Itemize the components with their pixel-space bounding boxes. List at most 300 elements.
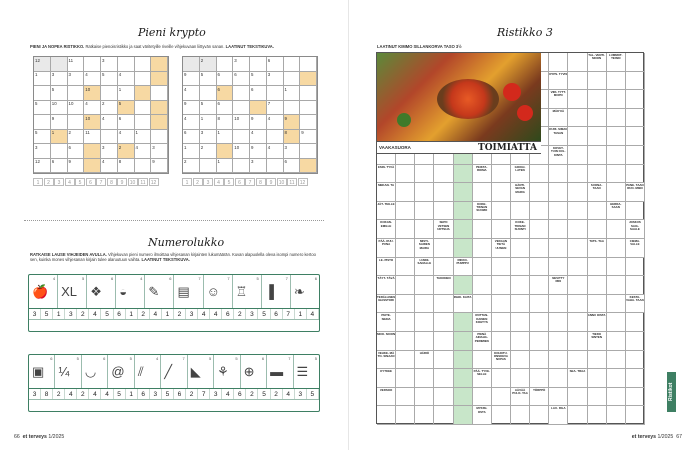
krypto-cell[interactable] [300,159,317,174]
krypto-cell[interactable]: 1 [183,144,200,159]
answer-cell[interactable] [549,165,568,184]
box-1-answer-row[interactable] [29,320,319,329]
krypto-cell[interactable]: 9 [250,144,267,159]
krypto-number-cell[interactable]: 7 [245,178,255,186]
answer-cell[interactable] [434,258,453,277]
krypto-cell[interactable] [217,57,234,72]
answer-cell[interactable] [492,183,511,202]
answer-cell[interactable] [492,165,511,184]
answer-cell[interactable] [511,295,530,314]
answer-cell[interactable] [492,220,511,239]
answer-cell[interactable] [588,295,607,314]
krypto-cell[interactable]: 6 [183,130,200,145]
krypto-cell[interactable] [267,130,284,145]
krypto-number-cell[interactable]: 5 [75,178,85,186]
answer-cell[interactable] [492,295,511,314]
krypto-cell[interactable] [84,57,101,72]
answer-cell[interactable] [396,351,415,370]
krypto-cell[interactable]: 4 [84,72,101,87]
answer-cell[interactable] [568,90,587,109]
answer-cell[interactable] [530,220,549,239]
krypto-cell[interactable]: 3 [267,72,284,87]
krypto-cell[interactable] [151,130,168,145]
answer-cell[interactable] [396,239,415,258]
krypto-number-cell[interactable]: 3 [203,178,213,186]
krypto-cell[interactable]: 6 [250,86,267,101]
answer-cell[interactable] [530,202,549,221]
answer-cell[interactable] [454,202,473,221]
krypto-cell[interactable]: 3 [101,57,118,72]
krypto-cell[interactable] [101,130,118,145]
answer-cell[interactable] [588,406,607,425]
answer-cell[interactable] [588,220,607,239]
krypto-cell[interactable] [135,72,152,87]
answer-cell[interactable] [454,220,473,239]
answer-cell[interactable] [530,239,549,258]
krypto-cell[interactable] [84,144,101,159]
krypto-cell[interactable]: 3 [34,144,51,159]
krypto-number-cell[interactable]: 9 [266,178,276,186]
answer-cell[interactable] [568,295,587,314]
answer-cell[interactable] [473,388,492,407]
krypto-cell[interactable]: 6 [51,159,68,174]
answer-cell[interactable] [626,313,645,332]
krypto-cell[interactable] [200,86,217,101]
krypto-cell[interactable]: 5 [250,72,267,87]
krypto-cell[interactable] [135,101,152,116]
answer-cell[interactable] [607,313,626,332]
answer-cell[interactable] [415,295,434,314]
krypto-cell[interactable] [250,101,267,116]
krypto-cell[interactable]: 6 [284,159,301,174]
answer-cell[interactable] [396,295,415,314]
answer-cell[interactable] [568,202,587,221]
answer-cell[interactable] [568,72,587,91]
krypto-number-cell[interactable]: 4 [214,178,224,186]
krypto-cell[interactable] [233,101,250,116]
krypto-cell[interactable]: 10 [51,101,68,116]
krypto-number-cell[interactable]: 8 [107,178,117,186]
answer-cell[interactable] [473,258,492,277]
answer-cell[interactable] [415,220,434,239]
answer-cell[interactable] [607,351,626,370]
answer-cell[interactable] [511,369,530,388]
krypto-cell[interactable]: 4 [267,144,284,159]
answer-cell[interactable] [549,388,568,407]
krypto-cell[interactable] [267,86,284,101]
krypto-cell[interactable] [151,57,168,72]
krypto-cell[interactable]: 3 [233,57,250,72]
krypto-cell[interactable] [135,115,152,130]
krypto-cell[interactable]: 2 [200,57,217,72]
krypto-cell[interactable] [135,86,152,101]
answer-cell[interactable] [588,258,607,277]
answer-cell[interactable] [511,276,530,295]
answer-cell[interactable] [415,202,434,221]
krypto-cell[interactable]: 9 [68,159,85,174]
krypto-cell[interactable]: 1 [135,130,152,145]
krypto-cell[interactable]: 5 [101,72,118,87]
answer-cell[interactable] [568,406,587,425]
krypto-cell[interactable] [233,130,250,145]
answer-cell[interactable] [568,276,587,295]
krypto-cell[interactable] [233,86,250,101]
krypto-cell[interactable] [51,144,68,159]
answer-cell[interactable] [568,313,587,332]
krypto-cell[interactable] [151,115,168,130]
krypto-cell[interactable] [200,159,217,174]
krypto-number-cell[interactable]: 11 [287,178,297,186]
answer-cell[interactable] [396,202,415,221]
krypto-cell[interactable]: 8 [284,130,301,145]
answer-cell[interactable] [549,258,568,277]
answer-cell[interactable] [588,127,607,146]
answer-cell[interactable] [396,313,415,332]
answer-cell[interactable] [473,183,492,202]
answer-cell[interactable] [434,239,453,258]
answer-cell[interactable] [626,202,645,221]
answer-cell[interactable] [396,332,415,351]
krypto-cell[interactable]: 9 [300,130,317,145]
krypto-cell[interactable]: 4 [84,101,101,116]
answer-cell[interactable] [607,369,626,388]
krypto-cell[interactable]: 5 [51,86,68,101]
answer-cell[interactable] [607,332,626,351]
answer-cell[interactable] [607,165,626,184]
krypto-cell[interactable]: 3 [200,130,217,145]
krypto-cell[interactable]: 9 [151,159,168,174]
answer-cell[interactable] [434,202,453,221]
answer-cell[interactable] [568,388,587,407]
krypto-cell[interactable]: 2 [101,101,118,116]
krypto-cell[interactable]: 1 [118,86,135,101]
answer-cell[interactable] [396,276,415,295]
answer-cell[interactable] [473,295,492,314]
answer-cell[interactable] [549,351,568,370]
answer-cell[interactable] [434,313,453,332]
answer-cell[interactable] [568,258,587,277]
answer-cell[interactable] [473,276,492,295]
krypto-cell[interactable]: 1 [200,115,217,130]
answer-cell[interactable] [511,406,530,425]
krypto-number-cell[interactable]: 1 [182,178,192,186]
krypto-cell[interactable]: 6 [68,144,85,159]
krypto-number-cell[interactable]: 6 [235,178,245,186]
krypto-cell[interactable]: 1 [217,130,234,145]
answer-cell[interactable] [626,369,645,388]
krypto-cell[interactable] [51,57,68,72]
answer-cell[interactable] [454,276,473,295]
krypto-cell[interactable]: 11 [68,57,85,72]
krypto-cell[interactable]: 3 [51,72,68,87]
answer-cell[interactable] [530,369,549,388]
answer-cell[interactable] [588,202,607,221]
answer-cell[interactable] [454,388,473,407]
answer-cell[interactable] [549,239,568,258]
answer-cell[interactable] [568,332,587,351]
answer-cell[interactable] [607,220,626,239]
krypto-cell[interactable]: 2 [183,159,200,174]
krypto-cell[interactable]: 9 [284,115,301,130]
answer-cell[interactable] [434,406,453,425]
answer-cell[interactable] [626,165,645,184]
krypto-number-cell[interactable]: 8 [256,178,266,186]
krypto-cell[interactable]: 9 [183,101,200,116]
krypto-cell[interactable] [300,101,317,116]
answer-cell[interactable] [607,295,626,314]
krypto-cell[interactable] [68,115,85,130]
krypto-cell[interactable]: 10 [233,144,250,159]
answer-cell[interactable] [607,276,626,295]
krypto-cell[interactable]: 9 [51,115,68,130]
krypto-cell[interactable]: 4 [118,72,135,87]
answer-cell[interactable] [607,72,626,91]
answer-cell[interactable] [530,351,549,370]
answer-cell[interactable] [396,369,415,388]
krypto-cell[interactable]: 4 [250,130,267,145]
krypto-number-cell[interactable]: 2 [44,178,54,186]
answer-cell[interactable] [607,127,626,146]
answer-cell[interactable] [434,369,453,388]
answer-cell[interactable] [492,258,511,277]
answer-cell[interactable] [415,276,434,295]
answer-cell[interactable] [607,109,626,128]
krypto-cell[interactable]: 4 [118,130,135,145]
answer-cell[interactable] [492,276,511,295]
answer-cell[interactable] [626,72,645,91]
krypto-cell[interactable]: 5 [200,101,217,116]
krypto-cell[interactable]: 3 [68,72,85,87]
answer-cell[interactable] [473,239,492,258]
krypto-cell[interactable]: 6 [217,72,234,87]
answer-cell[interactable] [549,295,568,314]
answer-cell[interactable] [626,276,645,295]
krypto-cell[interactable]: 1 [51,130,68,145]
krypto-cell[interactable] [151,101,168,116]
krypto-cell[interactable]: 1 [34,72,51,87]
krypto-number-cell[interactable]: 10 [277,178,287,186]
answer-cell[interactable] [530,406,549,425]
answer-cell[interactable] [396,183,415,202]
krypto-number-cell[interactable]: 1 [33,178,43,186]
answer-cell[interactable] [607,146,626,165]
answer-cell[interactable] [568,109,587,128]
krypto-cell[interactable]: 1 [284,86,301,101]
answer-cell[interactable] [530,165,549,184]
answer-cell[interactable] [396,220,415,239]
krypto-cell[interactable]: 8 [118,159,135,174]
answer-cell[interactable] [434,165,453,184]
answer-cell[interactable] [607,90,626,109]
krypto-cell[interactable]: 6 [118,115,135,130]
krypto-cell[interactable]: 3 [101,144,118,159]
krypto-cell[interactable]: 5 [118,101,135,116]
krypto-cell[interactable]: 11 [84,130,101,145]
answer-cell[interactable] [492,332,511,351]
krypto-cell[interactable]: 2 [200,144,217,159]
krypto-cell[interactable] [118,57,135,72]
answer-cell[interactable] [607,239,626,258]
answer-cell[interactable] [434,351,453,370]
answer-cell[interactable] [626,258,645,277]
krypto-cell[interactable]: 12 [34,57,51,72]
answer-cell[interactable] [396,406,415,425]
answer-cell[interactable] [396,165,415,184]
answer-cell[interactable] [588,351,607,370]
answer-cell[interactable] [454,183,473,202]
answer-cell[interactable] [568,165,587,184]
answer-cell[interactable] [549,220,568,239]
krypto-cell[interactable]: 5 [200,72,217,87]
answer-cell[interactable] [626,90,645,109]
answer-cell[interactable] [473,220,492,239]
answer-cell[interactable] [492,313,511,332]
answer-cell[interactable] [530,183,549,202]
answer-cell[interactable] [415,332,434,351]
krypto-cell[interactable] [267,159,284,174]
answer-cell[interactable] [568,183,587,202]
krypto-cell[interactable] [233,159,250,174]
krypto-number-cell[interactable]: 10 [128,178,138,186]
answer-cell[interactable] [607,406,626,425]
answer-cell[interactable] [588,388,607,407]
krypto-cell[interactable]: 6 [217,86,234,101]
krypto-cell[interactable]: 5 [34,101,51,116]
krypto-cell[interactable]: 7 [267,101,284,116]
krypto-cell[interactable]: 9 [183,72,200,87]
krypto-cell[interactable]: 4 [101,159,118,174]
krypto-cell[interactable] [34,115,51,130]
answer-cell[interactable] [549,183,568,202]
krypto-number-cell[interactable]: 7 [96,178,106,186]
answer-cell[interactable] [492,369,511,388]
krypto-number-cell[interactable]: 4 [65,178,75,186]
answer-cell[interactable] [530,295,549,314]
krypto-cell[interactable]: 6 [233,72,250,87]
answer-cell[interactable] [568,351,587,370]
answer-cell[interactable] [568,53,587,72]
krypto-number-cell[interactable]: 9 [117,178,127,186]
krypto-cell[interactable]: 10 [84,86,101,101]
answer-cell[interactable] [607,258,626,277]
answer-cell[interactable] [626,146,645,165]
answer-cell[interactable] [396,388,415,407]
answer-cell[interactable] [549,332,568,351]
answer-cell[interactable] [626,53,645,72]
answer-cell[interactable] [492,202,511,221]
krypto-cell[interactable]: 10 [68,101,85,116]
krypto-cell[interactable]: 1 [217,159,234,174]
krypto-cell[interactable]: 3 [284,144,301,159]
answer-cell[interactable] [626,406,645,425]
answer-cell[interactable] [377,406,396,425]
answer-cell[interactable] [549,313,568,332]
krypto-cell[interactable]: 10 [233,115,250,130]
krypto-cell[interactable] [135,159,152,174]
answer-cell[interactable] [511,332,530,351]
krypto-cell[interactable]: 2 [118,144,135,159]
krypto-cell[interactable] [300,57,317,72]
answer-cell[interactable] [626,388,645,407]
krypto-number-cell[interactable]: 3 [54,178,64,186]
answer-cell[interactable] [568,239,587,258]
answer-cell[interactable] [415,388,434,407]
answer-cell[interactable] [454,313,473,332]
krypto-cell[interactable]: 6 [267,57,284,72]
answer-cell[interactable] [626,332,645,351]
krypto-cell[interactable]: 2 [68,130,85,145]
krypto-cell[interactable] [151,72,168,87]
answer-cell[interactable] [549,369,568,388]
krypto-cell[interactable]: 5 [34,130,51,145]
krypto-cell[interactable] [284,57,301,72]
krypto-cell[interactable] [250,57,267,72]
krypto-cell[interactable] [217,144,234,159]
answer-cell[interactable] [434,388,453,407]
answer-cell[interactable] [415,369,434,388]
krypto-cell[interactable] [300,144,317,159]
krypto-cell[interactable] [68,86,85,101]
answer-cell[interactable] [454,369,473,388]
answer-cell[interactable] [588,276,607,295]
answer-cell[interactable] [626,351,645,370]
answer-cell[interactable] [511,351,530,370]
answer-cell[interactable] [454,332,473,351]
krypto-number-cell[interactable]: 11 [138,178,148,186]
krypto-cell[interactable]: 4 [135,144,152,159]
krypto-cell[interactable]: 3 [151,144,168,159]
answer-cell[interactable] [511,202,530,221]
krypto-number-cell[interactable]: 12 [149,178,159,186]
answer-cell[interactable] [568,220,587,239]
answer-cell[interactable] [568,127,587,146]
krypto-cell[interactable]: 4 [183,86,200,101]
answer-cell[interactable] [549,53,568,72]
krypto-cell[interactable]: 8 [217,115,234,130]
answer-cell[interactable] [415,406,434,425]
answer-cell[interactable] [396,258,415,277]
krypto-number-cell[interactable]: 12 [298,178,308,186]
answer-cell[interactable] [454,406,473,425]
krypto-cell[interactable]: 6 [217,101,234,116]
krypto-cell[interactable] [34,86,51,101]
krypto-cell[interactable]: 4 [267,115,284,130]
answer-cell[interactable] [415,313,434,332]
krypto-cell[interactable] [284,72,301,87]
answer-cell[interactable] [511,258,530,277]
krypto-cell[interactable] [300,72,317,87]
answer-cell[interactable] [434,332,453,351]
krypto-cell[interactable] [135,57,152,72]
krypto-cell[interactable]: 12 [34,159,51,174]
krypto-cell[interactable] [284,101,301,116]
answer-cell[interactable] [511,239,530,258]
krypto-cell[interactable] [84,159,101,174]
answer-cell[interactable] [588,109,607,128]
answer-cell[interactable] [588,369,607,388]
krypto-number-cell[interactable]: 6 [86,178,96,186]
krypto-cell[interactable]: 4 [101,115,118,130]
answer-cell[interactable] [588,146,607,165]
answer-cell[interactable] [454,165,473,184]
answer-cell[interactable] [492,406,511,425]
answer-cell[interactable] [473,351,492,370]
krypto-cell[interactable] [183,57,200,72]
krypto-cell[interactable]: 4 [183,115,200,130]
answer-cell[interactable] [588,72,607,91]
krypto-cell[interactable] [300,115,317,130]
answer-cell[interactable] [530,258,549,277]
